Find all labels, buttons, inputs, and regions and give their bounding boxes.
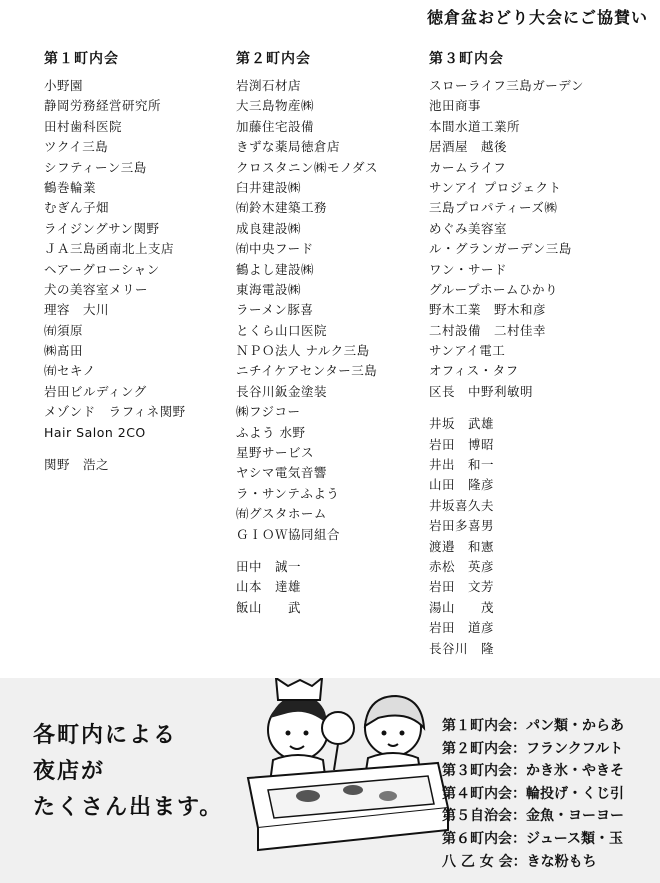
food-row: 第６町内会：ジュース類・玉 (442, 830, 624, 847)
list-item: 理容 大川 (44, 302, 110, 318)
list-item: ラーメン豚喜 (236, 302, 314, 318)
list-item: 岩田 文芳 (429, 579, 495, 595)
list-item: カームライフ (429, 159, 507, 175)
list-item: ㈲セキノ (44, 363, 96, 379)
list-item: ㈲鈴木建築工務 (236, 200, 328, 216)
stalls-line: 各町内による (33, 723, 178, 748)
list-item: サンアイ電工 (429, 343, 506, 359)
stalls-announcement (33, 718, 223, 826)
stall-food-list (442, 715, 660, 873)
list-item: 山田 隆彦 (429, 477, 495, 493)
list-item: 長谷川 隆 (429, 640, 495, 656)
list-item: 池田商事 (429, 98, 482, 114)
children-at-food-stall-illustration-icon (238, 678, 458, 858)
list-item: ㈱フジコー (236, 404, 301, 420)
list-item: 岩田 博昭 (429, 436, 495, 452)
column-title: 第１町内会 (44, 51, 119, 67)
sponsor-list (236, 76, 436, 618)
list-item: 山本 達雄 (236, 579, 302, 595)
list-item: 区長 中野利敏明 (429, 383, 534, 399)
sponsor-list (44, 76, 244, 475)
bottom-band (0, 678, 660, 883)
list-item: 静岡労務経営研究所 (44, 98, 162, 114)
list-item: 二村設備 二村佳幸 (429, 322, 547, 338)
list-item: 田村歯科医院 (44, 118, 123, 134)
list-item: 赤松 英彦 (429, 558, 495, 574)
food-row: 八 乙 女 会：きな粉もち (442, 853, 597, 870)
list-item: 加藤住宅設備 (236, 118, 315, 134)
list-item: めぐみ美容室 (429, 220, 508, 236)
list-item: ライジングサン関野 (44, 220, 160, 236)
list-item: ＧＩＯＷ協同組合 (236, 526, 341, 542)
list-item: ㈲グスタホーム (236, 506, 327, 522)
list-item: ふよう 水野 (236, 424, 306, 440)
list-item: ㈲中央フード (236, 241, 314, 257)
list-item: 成良建設㈱ (236, 220, 302, 236)
list-item: 井坂 武雄 (429, 416, 495, 432)
list-item: 岩田 道彦 (429, 620, 495, 636)
list-item: 臼井建設㈱ (236, 179, 302, 195)
sponsor-list (429, 76, 629, 659)
list-item: 渡邉 和憲 (429, 538, 495, 554)
list-item: 井出 和一 (429, 457, 495, 473)
list-item: とくら山口医院 (236, 322, 328, 338)
list-item: 小野園 (44, 78, 84, 93)
list-item: ワン・サード (429, 261, 508, 277)
list-item: 田中 誠一 (236, 558, 302, 574)
food-row: 第５自治会：金魚・ヨーヨー (442, 808, 624, 825)
list-item: 東海電設㈱ (236, 281, 302, 297)
column-district-3 (429, 48, 629, 659)
list-item: サンアイ プロジェクト (429, 179, 562, 195)
list-item: ＮＰＯ法人 ナルク三島 (236, 343, 370, 359)
list-item: 星野サービス (236, 445, 315, 461)
list-item: ヤシマ電気音響 (236, 465, 327, 481)
list-item: シフティーン三島 (44, 159, 147, 175)
column-district-2 (236, 48, 436, 618)
list-item: ル・グランガーデン三島 (429, 241, 572, 257)
list-item: 関野 浩之 (44, 457, 110, 473)
column-title: 第３町内会 (429, 51, 504, 67)
list-item: 大三島物産㈱ (236, 98, 315, 114)
list-item: ㈲須原 (44, 322, 84, 338)
list-spacer (236, 545, 436, 557)
list-item: Hair Salon 2CO (44, 424, 146, 440)
list-item: ラ・サンテふよう (236, 485, 340, 501)
list-item: 三島プロパティーズ㈱ (429, 200, 558, 216)
list-item: 湯山 茂 (429, 599, 495, 615)
list-item: 居酒屋 越後 (429, 139, 508, 155)
list-item: ＪＡ三島函南北上支店 (44, 241, 175, 257)
stalls-line: 夜店が (33, 759, 106, 784)
list-spacer (44, 443, 244, 455)
list-item: 岩田ビルディング (44, 383, 147, 399)
list-item: きずな薬局徳倉店 (236, 139, 341, 155)
food-row: 第２町内会：フランクフルト (442, 740, 624, 757)
page-header (0, 0, 660, 36)
list-item: 鶴巻輪業 (44, 179, 97, 195)
column-title: 第２町内会 (236, 51, 311, 67)
list-item: スローライフ三島ガーデン (429, 78, 585, 93)
list-item: 本間水道工業所 (429, 118, 521, 134)
list-item: グループホームひかり (429, 281, 559, 297)
list-item: ㈱髙田 (44, 343, 84, 359)
stalls-line: たくさん出ます。 (33, 795, 224, 820)
column-district-1 (44, 48, 244, 475)
list-item: ヘアーグローシャン (44, 261, 160, 277)
list-spacer (429, 402, 629, 414)
list-item: むぎん子畑 (44, 200, 110, 216)
list-item: ツクイ三島 (44, 139, 109, 155)
list-item: クロスタニン㈱モノダス (236, 159, 379, 175)
list-item: 井坂喜久夫 (429, 497, 495, 513)
food-row: 第４町内会：輪投げ・くじ引 (442, 785, 624, 802)
food-row: 第１町内会：パン類・からあ (442, 718, 624, 734)
page-title: 徳倉盆おどり大会にご協賛い (426, 8, 648, 27)
list-item: 長谷川鈑金塗装 (236, 383, 328, 399)
list-item: オフィス・タフ (429, 363, 519, 379)
list-item: 飯山 武 (236, 599, 302, 615)
list-item: 岩田多喜男 (429, 518, 495, 534)
list-item: メゾンド ラフィネ関野 (44, 404, 186, 420)
list-item: ニチイケアセンター三島 (236, 363, 378, 379)
list-item: 鶴よし建設㈱ (236, 261, 315, 277)
list-item: 犬の美容室メリー (44, 281, 149, 297)
list-item: 岩渕石材店 (236, 78, 302, 93)
food-row: 第３町内会：かき氷・やきそ (442, 763, 624, 780)
list-item: 野木工業 野木和彦 (429, 302, 547, 318)
